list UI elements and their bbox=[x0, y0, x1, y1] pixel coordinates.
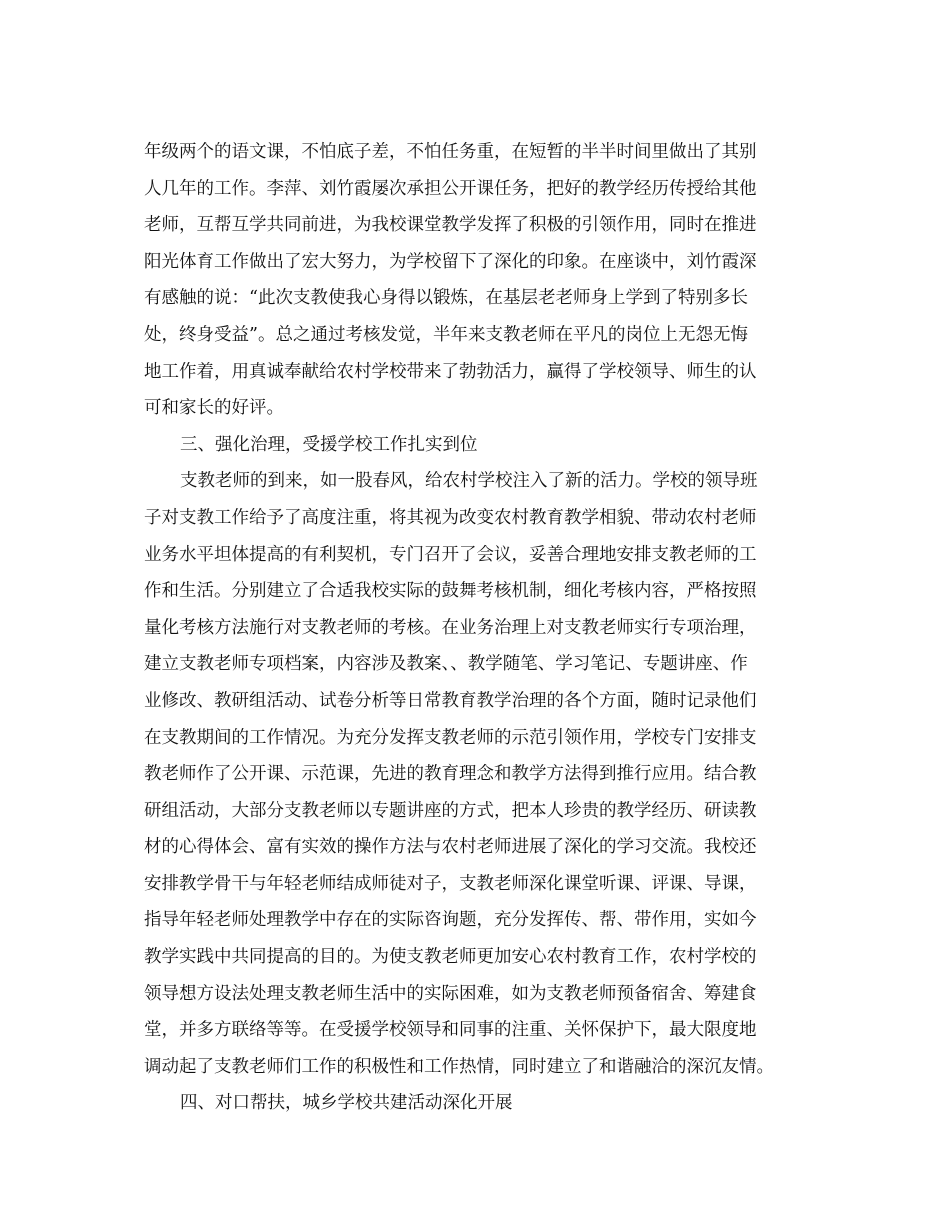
paragraph-line: 可和家长的好评。 bbox=[144, 398, 284, 419]
paragraph-line: 在支教期间的工作情况。为充分发挥支教老师的示范引领作用，学校专门安排支 bbox=[144, 727, 757, 748]
paragraph-line: 堂，并多方联络等等。在受援学校领导和同事的注重、关怀保护下，最大限度地 bbox=[144, 1020, 757, 1041]
paragraph-line: 教老师作了公开课、示范课，先进的教育理念和教学方法得到推行应用。结合教 bbox=[144, 764, 757, 785]
paragraph-line: 阳光体育工作做出了宏大努力，为学校留下了深化的印象。在座谈中，刘竹霞深 bbox=[144, 251, 757, 272]
paragraph-line: 处，终身受益”。总之通过考核发觉，半年来支教老师在平凡的岗位上无怨无悔 bbox=[144, 324, 748, 345]
paragraph-line: 人几年的工作。李萍、刘竹霞屡次承担公开课任务，把好的教学经历传授给其他 bbox=[144, 178, 757, 199]
paragraph-line: 研组活动，大部分支教老师以专题讲座的方式，把本人珍贵的教学经历、研读教 bbox=[144, 800, 757, 821]
paragraph-line: 作和生活。分别建立了合适我校实际的鼓舞考核机制，细化考核内容，严格按照 bbox=[144, 581, 757, 602]
paragraph-line: 量化考核方法施行对支教老师的考核。在业务治理上对支教老师实行专项治理， bbox=[144, 617, 757, 638]
paragraph-line: 业务水平坦体提高的有利契机，专门召开了会议，妥善合理地安排支教老师的工 bbox=[144, 544, 757, 565]
paragraph-line: 调动起了支教老师们工作的积极性和工作热情，同时建立了和谐融洽的深沉友情。 bbox=[144, 1056, 774, 1077]
paragraph-line: 年级两个的语文课，不怕底子差，不怕任务重，在短暂的半半时间里做出了其别 bbox=[144, 142, 757, 162]
paragraph-line: 指导年轻老师处理教学中存在的实际咨询题，充分发挥传、帮、带作用，实如今 bbox=[144, 910, 757, 931]
paragraph-line: 教学实践中共同提高的目的。为使支教老师更加安心农村教育工作，农村学校的 bbox=[144, 947, 757, 968]
paragraph-line: 材的心得体会、富有实效的操作方法与农村老师进展了深化的学习交流。我校还 bbox=[144, 837, 757, 858]
paragraph-line-indented: 三、强化治理，受援学校工作扎实到位 bbox=[180, 434, 478, 455]
paragraph-line: 子对支教工作给予了高度注重，将其视为改变农村教育教学相貌、带动农村老师 bbox=[144, 507, 757, 528]
paragraph-line: 建立支教老师专项档案，内容涉及教案、、教学随笔、学习笔记、专题讲座、作 bbox=[144, 654, 748, 675]
paragraph-line: 领导想方设法处理支教老师生活中的实际困难，如为支教老师预备宿舍、筹建食 bbox=[144, 983, 757, 1004]
paragraph-line: 地工作着，用真诚奉献给农村学校带来了勃勃活力，赢得了学校领导、师生的认 bbox=[144, 361, 757, 382]
paragraph-line-indented: 四、对口帮扶，城乡学校共建活动深化开展 bbox=[180, 1093, 513, 1114]
document-body bbox=[144, 134, 809, 1122]
paragraph-line: 老师，互帮互学共同前进，为我校课堂教学发挥了积极的引领作用，同时在推进 bbox=[144, 215, 757, 236]
paragraph-line: 有感触的说：“此次支教使我心身得以锻炼，在基层老老师身上学到了特别多长 bbox=[144, 288, 748, 309]
paragraph-line-indented: 支教老师的到来，如一股春风，给农村学校注入了新的活力。学校的领导班 bbox=[180, 471, 758, 492]
paragraph-line: 安排教学骨干与年轻老师结成师徒对子，支教老师深化课堂听课、评课、导课， bbox=[144, 873, 757, 894]
paragraph-line: 业修改、教研组活动、试卷分析等日常教育教学治理的各个方面，随时记录他们 bbox=[144, 690, 757, 711]
